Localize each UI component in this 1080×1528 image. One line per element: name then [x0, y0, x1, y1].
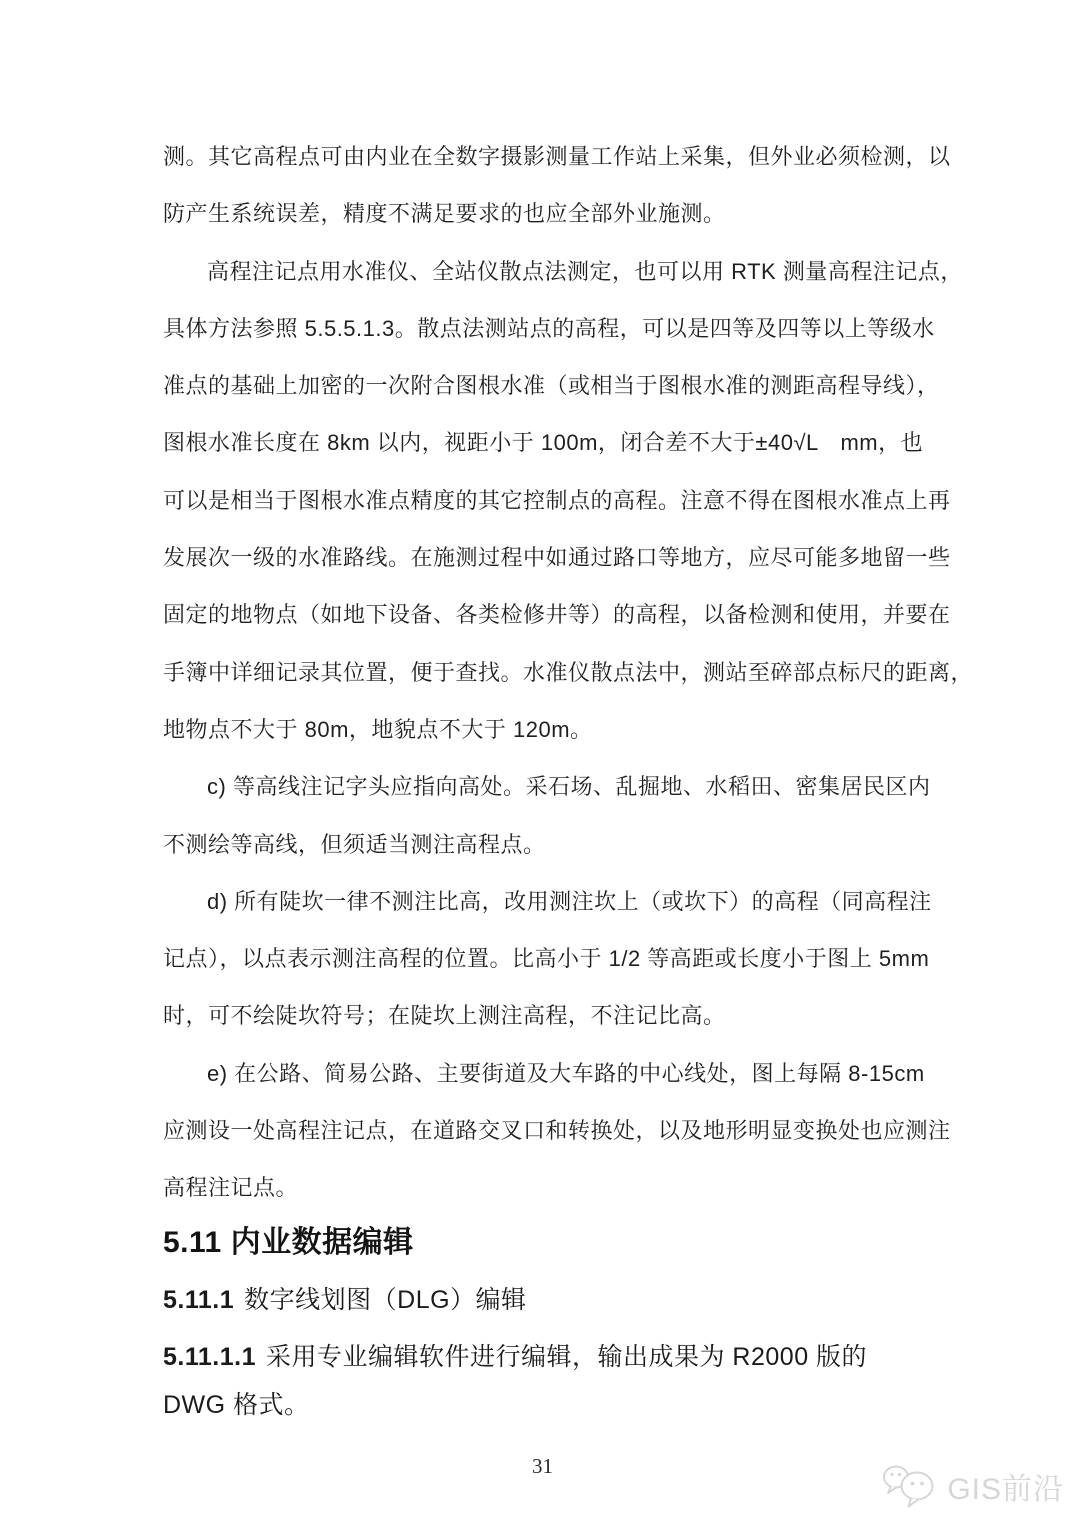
- doc-line: 发展次一级的水准路线。在施测过程中如通过路口等地方，应尽可能多地留一些: [163, 545, 951, 571]
- doc-line: 防产生系统误差，精度不满足要求的也应全部外业施测。: [163, 201, 726, 227]
- heading-text: 采用专业编辑软件进行编辑，输出成果为 R2000 版的 DWG 格式。: [163, 1342, 868, 1419]
- paragraph-item-d: [163, 873, 932, 1045]
- doc-line: 记点），以点表示测注高程的位置。比高小于 1/2 等高距或长度小于图上 5mm: [163, 946, 930, 972]
- doc-line: 时，可不绘陡坎符号；在陡坎上测注高程，不注记比高。: [163, 1003, 726, 1029]
- doc-line: 固定的地物点（如地下设备、各类检修井等）的高程，以备检测和使用，并要在: [163, 602, 951, 628]
- doc-line: 地物点不大于 80m，地貌点不大于 120m。: [163, 716, 593, 742]
- watermark: [881, 1460, 1064, 1512]
- watermark-label: GIS前沿: [947, 1473, 1064, 1506]
- doc-line: e) 在公路、简易公路、主要街道及大车路的中心线处，图上每隔 8-15cm: [207, 1060, 925, 1086]
- doc-line: c) 等高线注记字头应指向高处。采石场、乱掘地、水稻田、密集居民区内: [207, 774, 931, 800]
- paragraph-continuation: [163, 128, 951, 243]
- wechat-icon: [881, 1460, 939, 1512]
- doc-line: 可以是相当于图根水准点精度的其它控制点的高程。注意不得在图根水准点上再: [163, 487, 951, 513]
- doc-line: 高程注记点用水准仪、全站仪散点法测定，也可以用 RTK 测量高程注记点，: [207, 258, 963, 284]
- doc-line: 准点的基础上加密的一次附合图根水准（或相当于图根水准的测距高程导线），: [163, 373, 940, 399]
- paragraph-item-c: [163, 758, 931, 873]
- section-heading-5-11-1: [163, 1276, 922, 1324]
- section-heading-5-11-1-1: [163, 1333, 922, 1429]
- paragraph-elevation-points: [163, 243, 974, 759]
- heading-text: 数字线划图（DLG）编辑: [244, 1285, 527, 1314]
- doc-line: 图根水准长度在 8km 以内，视距小于 100m，闭合差不大于±40√L mm，也: [163, 430, 924, 456]
- page-footer: [163, 1451, 922, 1481]
- doc-line: 手簿中详细记录其位置，便于查找。水准仪散点法中，测站至碎部点标尺的距离，: [163, 659, 974, 685]
- section-heading-5-11: 5.11 内业数据编辑: [163, 1225, 414, 1259]
- doc-line: 高程注记点。: [163, 1175, 299, 1201]
- page-number: 31: [532, 1453, 553, 1478]
- doc-line: d) 所有陡坎一律不测注比高，改用测注坎上（或坎下）的高程（同高程注: [207, 888, 932, 914]
- doc-line: 具体方法参照 5.5.5.1.3。散点法测站点的高程，可以是四等及四等以上等级水: [163, 315, 935, 341]
- doc-line: 不测绘等高线，但须适当测注高程点。: [163, 831, 546, 857]
- heading-number: 5.11.1: [163, 1285, 235, 1314]
- doc-line: 应测设一处高程注记点，在道路交叉口和转换处，以及地形明显变换处也应测注: [163, 1118, 951, 1144]
- heading-number: 5.11.1.1: [163, 1342, 256, 1371]
- doc-line: 测。其它高程点可由内业在全数字摄影测量工作站上采集，但外业必须检测，以: [163, 144, 951, 169]
- paragraph-item-e: [163, 1045, 951, 1217]
